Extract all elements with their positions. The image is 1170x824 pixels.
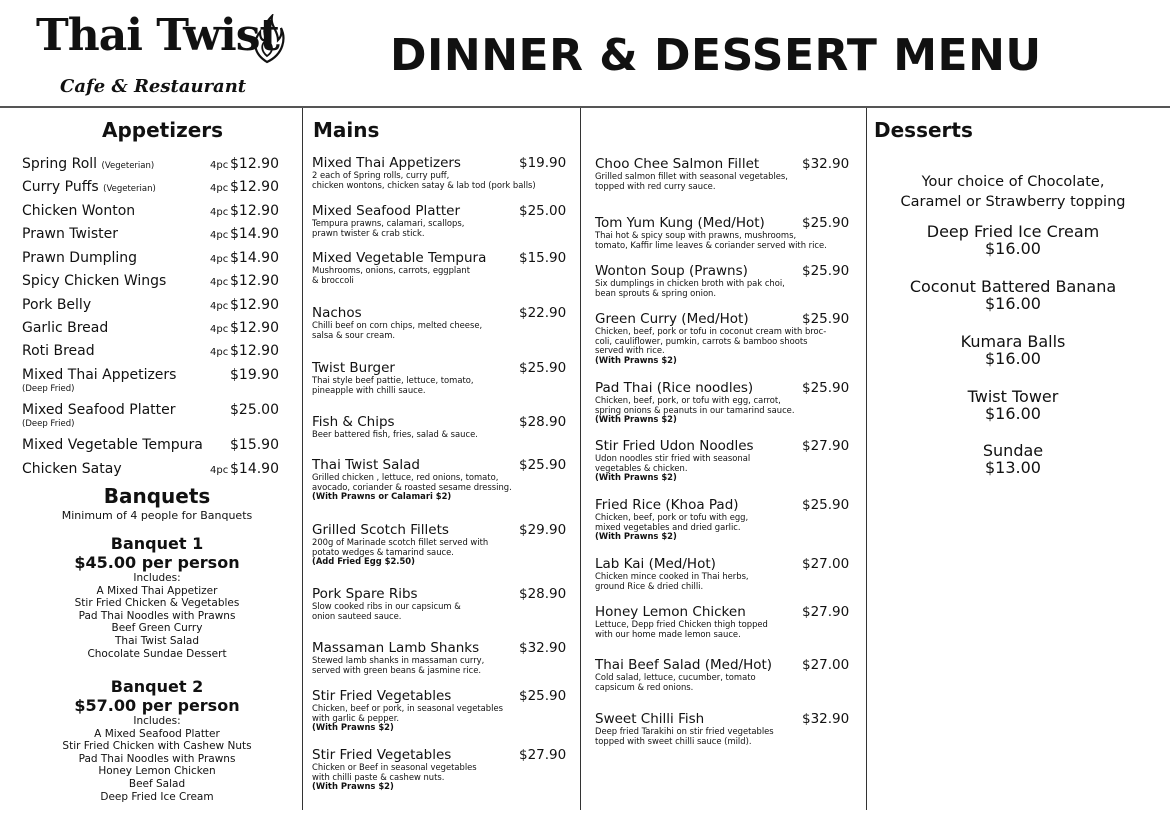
main-dish-description	[312, 430, 478, 440]
appetizer-name	[22, 367, 176, 383]
banquet-block	[22, 677, 292, 803]
description-line: Stewed lamb shanks in massaman curry,	[312, 655, 485, 665]
description-line: Chicken, beef, pork, or tofu with egg, carrot,	[595, 395, 781, 405]
appetizer-price: $19.90	[230, 367, 279, 383]
banquet-dish: Honey Lemon Chicken	[98, 765, 216, 778]
flame-icon	[248, 14, 286, 64]
dessert-topping-note: Your choice of Chocolate, Caramel or Strawberry topping	[900, 174, 1126, 210]
main-dish-name: Green Curry (Med/Hot)	[595, 311, 749, 327]
appetizer-name	[22, 461, 122, 477]
description-line: Chicken, beef, pork or tofu with egg,	[595, 512, 749, 522]
appetizer-name-text: Spring Roll	[22, 156, 98, 172]
main-dish-name: Tom Yum Kung (Med/Hot)	[595, 215, 765, 231]
appetizer-row	[22, 203, 279, 227]
main-dish-price: $32.90	[802, 711, 850, 727]
main-dish-price: $27.90	[802, 604, 850, 620]
description-line: pineapple with chilli sauce.	[312, 384, 426, 395]
appetizer-row	[22, 437, 279, 461]
page-title: DINNER & DESSERT MENU	[390, 30, 1042, 81]
banquet-price: $45.00 per person	[74, 553, 240, 572]
banquet-includes-label: Includes:	[133, 572, 181, 584]
appetizer-quantity: 4pc	[210, 183, 229, 194]
main-dish-name: Fish & Chips	[312, 414, 395, 430]
description-line: vegetables & chicken.	[595, 462, 688, 473]
appetizer-name	[22, 437, 203, 453]
main-dish-price: $28.90	[519, 586, 567, 602]
main-dish-description	[312, 321, 482, 340]
banquet-name: Banquet 1	[110, 534, 204, 553]
description-line: Chicken, beef, pork or tofu in coconut cream with broc-	[595, 326, 827, 336]
banquets-section	[22, 484, 292, 522]
description-line: & broccoli	[312, 274, 354, 285]
main-dish-note: (With Prawns $2)	[312, 781, 394, 792]
main-dish-name: Lab Kai (Med/Hot)	[595, 556, 716, 572]
appetizer-row	[22, 320, 279, 344]
banquet-includes-label: Includes:	[133, 715, 181, 727]
appetizer-name-text: Spicy Chicken Wings	[22, 273, 167, 289]
appetizer-name-text: Garlic Bread	[22, 320, 109, 336]
main-dish-note: (With Prawns $2)	[312, 722, 394, 733]
description-line: 200g of Marinade scotch fillet served with	[312, 537, 489, 547]
banquet-price: $57.00 per person	[74, 696, 240, 715]
banquets-heading: Banquets	[103, 484, 211, 508]
description-line: with chilli paste & cashew nuts.	[312, 771, 445, 782]
banquet-dish: A Mixed Thai Appetizer	[96, 584, 218, 597]
banquet-dish: Deep Fried Ice Cream	[100, 790, 214, 803]
main-dish-name: Wonton Soup (Prawns)	[595, 263, 748, 279]
appetizers-heading: Appetizers	[102, 118, 224, 142]
appetizer-name-text: Mixed Seafood Platter	[22, 402, 176, 418]
appetizer-quantity: 4pc	[210, 324, 229, 335]
description-line: Six dumplings in chicken broth with pak choi,	[595, 278, 785, 288]
main-dish-description	[595, 454, 750, 483]
desserts-heading: Desserts	[874, 118, 973, 142]
main-dish-name: Twist Burger	[312, 360, 395, 376]
description-line: mixed vegetables and dried garlic.	[595, 521, 741, 532]
description-line: Thai hot & spicy soup with prawns, mushrooms,	[595, 230, 797, 240]
description-line: Grilled salmon fillet with seasonal vegetables,	[595, 171, 788, 181]
appetizer-quantity: 4pc	[210, 465, 229, 476]
appetizer-price: $25.00	[230, 402, 279, 418]
appetizer-name	[22, 250, 137, 266]
appetizer-price: $12.90	[230, 273, 279, 289]
appetizer-price: $14.90	[230, 461, 279, 477]
main-dish-name: Thai Beef Salad (Med/Hot)	[595, 657, 773, 673]
description-line: Deep fried Tarakihi on stir fried vegetables	[595, 726, 774, 736]
appetizer-row	[22, 402, 279, 429]
description-line: Cold salad, lettuce, cucumber, tomato	[595, 672, 756, 682]
main-dish-description	[312, 704, 503, 733]
description-line: Tempura prawns, calamari, scallops,	[312, 218, 465, 228]
main-dish-price: $25.90	[802, 311, 850, 327]
main-dish-name: Mixed Seafood Platter	[312, 203, 461, 219]
main-dish-price: $25.90	[802, 263, 850, 279]
appetizer-price: $15.90	[230, 437, 279, 453]
description-line: salsa & sour cream.	[312, 329, 396, 340]
appetizer-name-text: Chicken Satay	[22, 461, 122, 477]
description-line: 2 each of Spring rolls, curry puff,	[312, 170, 450, 180]
main-dish-note: (With Prawns $2)	[595, 414, 677, 425]
restaurant-logo	[30, 10, 280, 102]
main-dish-name: Fried Rice (Khoa Pad)	[595, 497, 739, 513]
description-line: Chicken mince cooked in Thai herbs,	[595, 571, 749, 581]
main-dish-note: (Add Fried Egg $2.50)	[312, 556, 415, 567]
dessert-item	[873, 278, 1153, 312]
appetizer-price: $14.90	[230, 226, 279, 242]
appetizer-price: $12.90	[230, 203, 279, 219]
appetizer-subnote: (Deep Fried)	[22, 384, 75, 394]
description-line: served with green beans & jasmine rice.	[312, 664, 482, 675]
main-dish-description	[595, 572, 749, 591]
main-dish-note: (With Prawns or Calamari $2)	[312, 491, 452, 502]
description-line: Beer battered fish, fries, salad & sauce.	[312, 429, 478, 439]
description-line: topped with sweet chilli sauce (mild).	[595, 735, 752, 746]
main-dish-price: $25.90	[519, 688, 567, 704]
main-dish-description	[312, 538, 488, 567]
main-dish-name: Honey Lemon Chicken	[595, 604, 746, 620]
header-divider	[0, 106, 1170, 108]
main-dish-note: (With Prawns $2)	[595, 472, 677, 483]
appetizer-name-text: Pork Belly	[22, 297, 92, 313]
appetizer-quantity: 4pc	[210, 160, 229, 171]
appetizer-row	[22, 297, 279, 321]
main-dish-note: (With Prawns $2)	[595, 354, 677, 365]
appetizer-quantity: 4pc	[210, 277, 229, 288]
banquet-name: Banquet 2	[110, 677, 204, 696]
appetizer-row	[22, 273, 279, 297]
main-dish-price: $27.00	[802, 657, 850, 673]
main-dish-price: $25.00	[519, 203, 567, 219]
main-dish-description	[595, 396, 795, 425]
appetizer-name	[22, 179, 156, 195]
main-dish-description	[595, 231, 827, 250]
main-dish-note: (With Prawns $2)	[595, 531, 677, 542]
banquet-dish: A Mixed Seafood Platter	[94, 727, 220, 740]
appetizer-name	[22, 343, 95, 359]
column-divider	[866, 108, 867, 810]
main-dish-description	[595, 172, 788, 191]
dessert-price: $16.00	[985, 294, 1041, 313]
appetizer-row	[22, 226, 279, 250]
main-dish-name: Massaman Lamb Shanks	[312, 640, 480, 656]
main-dish-name: Stir Fried Vegetables	[312, 688, 452, 704]
appetizer-quantity: 4pc	[210, 301, 229, 312]
dessert-item	[873, 223, 1153, 257]
main-dish-description	[595, 327, 826, 365]
appetizer-price: $12.90	[230, 320, 279, 336]
dessert-price: $16.00	[985, 404, 1041, 423]
description-line: Chicken, beef or pork, in seasonal vegetables	[312, 703, 503, 713]
main-dish-price: $32.90	[802, 156, 850, 172]
dessert-name: Sundae	[982, 441, 1044, 460]
main-dish-name: Stir Fried Vegetables	[312, 747, 452, 763]
main-dish-price: $27.00	[802, 556, 850, 572]
main-dish-description	[312, 763, 477, 792]
appetizer-name-text: Prawn Dumpling	[22, 250, 138, 266]
banquets-minimum: Minimum of 4 people for Banquets	[61, 509, 253, 522]
appetizer-name	[22, 297, 91, 313]
appetizer-name-text: Prawn Twister	[22, 226, 119, 242]
description-line: Mushrooms, onions, carrots, eggplant	[312, 265, 470, 275]
appetizer-name-text: Mixed Vegetable Tempura	[22, 437, 203, 453]
main-dish-price: $32.90	[519, 640, 567, 656]
appetizer-note: (Vegeterian)	[103, 184, 156, 194]
main-dish-price: $25.90	[519, 360, 567, 376]
dessert-price: $16.00	[985, 349, 1041, 368]
main-dish-description	[595, 513, 748, 542]
appetizer-name	[22, 320, 108, 336]
description-line: Thai style beef pattie, lettuce, tomato,	[312, 375, 474, 385]
main-dish-price: $25.90	[802, 215, 850, 231]
appetizer-quantity: 4pc	[210, 230, 229, 241]
main-dish-name: Pork Spare Ribs	[312, 586, 418, 602]
logo-wordmark: Thai Twist	[36, 10, 279, 61]
description-line: bean sprouts & spring onion.	[595, 287, 717, 298]
appetizer-price: $14.90	[230, 250, 279, 266]
column-divider	[302, 108, 303, 810]
description-line: avocado, coriander & roasted sesame dressing.	[312, 481, 512, 492]
main-dish-description	[595, 279, 785, 298]
logo-tagline: Cafe & Restaurant	[60, 76, 247, 97]
appetizer-name	[22, 226, 118, 242]
description-line: spring onions & peanuts in our tamarind sauce.	[595, 404, 795, 415]
banquet-block	[22, 534, 292, 660]
main-dish-price: $15.90	[519, 250, 567, 266]
description-line: Slow cooked ribs in our capsicum &	[312, 601, 461, 611]
dessert-item	[873, 388, 1153, 422]
description-line: coli, cauliflower, pumkin, carrots & bamboo shoots	[595, 335, 808, 346]
main-dish-price: $22.90	[519, 305, 567, 321]
main-dish-description	[312, 602, 461, 621]
appetizer-row	[22, 367, 279, 394]
description-line: Chicken or Beef in seasonal vegetables	[312, 762, 477, 772]
main-dish-name: Pad Thai (Rice noodles)	[595, 380, 754, 396]
description-line: with garlic & pepper.	[312, 712, 400, 723]
mains-heading: Mains	[313, 118, 380, 142]
main-dish-price: $27.90	[519, 747, 567, 763]
appetizer-name	[22, 156, 154, 172]
appetizer-quantity: 4pc	[210, 207, 229, 218]
description-line: potato wedges & tamarind sauce.	[312, 546, 454, 557]
appetizer-quantity: 4pc	[210, 347, 229, 358]
dessert-item	[873, 442, 1153, 476]
dessert-name: Coconut Battered Banana	[909, 277, 1117, 296]
main-dish-price: $29.90	[519, 522, 567, 538]
main-dish-description	[312, 219, 464, 238]
dessert-name: Deep Fried Ice Cream	[926, 222, 1100, 241]
appetizer-row	[22, 250, 279, 274]
main-dish-price: $25.90	[802, 380, 850, 396]
main-dish-description	[312, 266, 470, 285]
banquet-dish: Chocolate Sundae Dessert	[87, 647, 227, 660]
description-line: ground Rice & dried chilli.	[595, 580, 704, 591]
description-line: Chilli beef on corn chips, melted cheese,	[312, 320, 483, 330]
main-dish-name: Stir Fried Udon Noodles	[595, 438, 754, 454]
description-line: tomato, Kaffir lime leaves & coriander served with rice.	[595, 239, 827, 250]
main-dish-name: Grilled Scotch Fillets	[312, 522, 449, 538]
main-dish-description	[312, 656, 484, 675]
main-dish-name: Mixed Vegetable Tempura	[312, 250, 487, 266]
appetizer-name-text: Mixed Thai Appetizers	[22, 367, 177, 383]
main-dish-price: $25.90	[802, 497, 850, 513]
main-dish-description	[595, 620, 768, 639]
main-dish-description	[595, 673, 756, 692]
appetizer-name-text: Chicken Wonton	[22, 203, 136, 219]
dessert-item	[873, 333, 1153, 367]
banquet-dish: Pad Thai Noodles with Prawns	[78, 752, 236, 765]
banquet-dish: Pad Thai Noodles with Prawns	[78, 609, 236, 622]
main-dish-price: $19.90	[519, 155, 567, 171]
appetizer-row	[22, 179, 279, 203]
dessert-price: $13.00	[985, 458, 1041, 477]
description-line: with our home made lemon sauce.	[595, 628, 741, 639]
appetizer-name	[22, 402, 176, 418]
appetizer-name-text: Roti Bread	[22, 343, 95, 359]
appetizer-quantity: 4pc	[210, 254, 229, 265]
description-line: Grilled chicken , lettuce, red onions, tomato,	[312, 472, 499, 482]
description-line: capsicum & red onions.	[595, 681, 694, 692]
appetizer-name-text: Curry Puffs	[22, 179, 99, 195]
banquet-dish: Stir Fried Chicken & Vegetables	[74, 597, 240, 610]
main-dish-name: Mixed Thai Appetizers	[312, 155, 461, 171]
description-line: topped with red curry sauce.	[595, 180, 716, 191]
description-line: Lettuce, Depp fried Chicken thigh topped	[595, 619, 768, 629]
description-line: prawn twister & crab stick.	[312, 227, 425, 238]
description-line: onion sauteed sauce.	[312, 610, 402, 621]
appetizer-subnote: (Deep Fried)	[22, 419, 75, 429]
main-dish-description	[312, 376, 474, 395]
banquet-dish: Beef Green Curry	[111, 622, 203, 635]
dessert-name: Kumara Balls	[960, 332, 1066, 351]
appetizer-price: $12.90	[230, 343, 279, 359]
banquet-dish: Thai Twist Salad	[115, 634, 199, 647]
appetizer-name	[22, 203, 135, 219]
main-dish-description	[312, 171, 536, 190]
main-dish-name: Sweet Chilli Fish	[595, 711, 705, 727]
appetizer-row	[22, 343, 279, 367]
banquet-dish: Beef Salad	[128, 777, 186, 790]
banquet-dish: Stir Fried Chicken with Cashew Nuts	[62, 740, 252, 753]
description-line: chicken wontons, chicken satay & lab tod (pork balls)	[312, 179, 536, 190]
dessert-price: $16.00	[985, 239, 1041, 258]
main-dish-name: Thai Twist Salad	[312, 457, 420, 473]
main-dish-description	[595, 727, 774, 746]
appetizer-price: $12.90	[230, 179, 279, 195]
dessert-name: Twist Tower	[967, 387, 1059, 406]
main-dish-description	[312, 473, 512, 502]
description-line: Udon noodles stir fried with seasonal	[595, 453, 751, 463]
column-divider	[580, 108, 581, 810]
main-dish-price: $27.90	[802, 438, 850, 454]
main-dish-name: Choo Chee Salmon Fillet	[595, 156, 760, 172]
appetizer-note: (Vegeterian)	[101, 161, 155, 171]
appetizer-name	[22, 273, 166, 289]
main-dish-name: Nachos	[312, 305, 362, 321]
appetizer-row	[22, 156, 279, 180]
main-dish-price: $25.90	[519, 457, 567, 473]
appetizer-price: $12.90	[230, 156, 279, 172]
appetizer-price: $12.90	[230, 297, 279, 313]
description-line: served with rice.	[595, 345, 665, 356]
appetizer-row	[22, 461, 279, 485]
main-dish-price: $28.90	[519, 414, 567, 430]
